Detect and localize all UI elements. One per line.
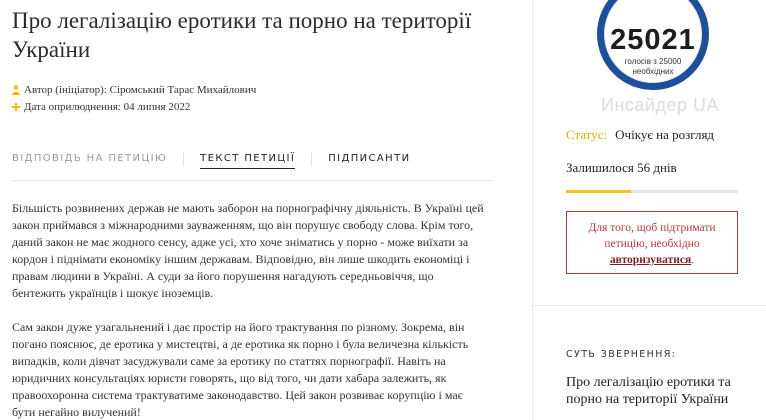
- tab-divider: [311, 152, 312, 166]
- date-row: [12, 101, 190, 113]
- progress-fill: [566, 190, 631, 193]
- petition-body: [12, 200, 486, 420]
- signature-count-caption: голосів з 25000 необхідних: [624, 57, 682, 76]
- petition-tabs: [12, 148, 410, 169]
- author-row: [12, 84, 256, 96]
- plus-icon: [12, 103, 20, 111]
- auth-notice-text: Для того, щоб підтримати петицію, необхідно: [588, 222, 716, 250]
- summary-text: Про легалізацію еротики та порно на території України: [566, 375, 731, 407]
- signature-count: 25021: [610, 24, 696, 56]
- status-label: Статус:: [566, 127, 608, 142]
- petition-title: Про легалізацію еротики та порно на території України: [12, 8, 472, 62]
- date-label: Дата оприлюднення:: [24, 101, 121, 113]
- petition-paragraph: Сам закон дуже узагальнений і дає простір на його трактування по різному. Зокрема, він погано пояснює, де еротика у мистецтві, а де еротика як порно і була величезна кількість випадків, коли дівчат засуджували саме за еротику по статтях порнографії. Навіть на юридичних консультаціях юристи говорять, що від того, чи дати хабара залежить, як правоохоронна система трактуватиме законодавство. Цей закон розвиває корупцію і має бути негайно вилучений!: [12, 320, 469, 419]
- auth-link[interactable]: авторизуватися: [609, 254, 692, 266]
- author-name: Сіромський Тарас Михайлович: [109, 84, 257, 96]
- summary-heading: СУТЬ ЗВЕРНЕННЯ:: [566, 349, 677, 360]
- progress-bar: [566, 190, 738, 193]
- auth-notice: [566, 211, 738, 274]
- days-remaining: Залишилося 56 днів: [566, 160, 677, 175]
- date-value: 04 липня 2022: [123, 101, 191, 113]
- auth-notice-end: .: [691, 254, 695, 266]
- petition-paragraph: Більшість розвинених держав не мають заборон на порнографічну діяльність. В Україні цей закон приймався з міжнародними зауваженням, що він порушує свободу слова. Крім того, даний закон не має жодного сенсу, адже усі, хто хоче зніматись у порно - може виїхати за кордон і піднімати економіку іншим державам. Відповідно, він лише шкодить економіці і правам людини в Україні. А суди за його порушення нагадують середньовіччя, що бентежить українців і шокує іноземців.: [12, 201, 484, 300]
- status-value: Очікує на розгляд: [615, 127, 715, 142]
- tab-petition-text[interactable]: ТЕКСТ ПЕТИЦІЇ: [200, 153, 295, 169]
- sidebar-divider: [532, 305, 766, 306]
- author-label: Автор (ініціатор):: [24, 84, 107, 96]
- content-divider: [12, 180, 493, 181]
- status-row: [566, 127, 714, 143]
- watermark: Инсайдер UA: [601, 95, 719, 115]
- tab-response[interactable]: ВІДПОВІДЬ НА ПЕТИЦІЮ: [12, 153, 168, 164]
- person-icon: [12, 85, 20, 95]
- tab-divider: [183, 152, 184, 166]
- tab-signers[interactable]: ПІДПИСАНТИ: [328, 153, 411, 164]
